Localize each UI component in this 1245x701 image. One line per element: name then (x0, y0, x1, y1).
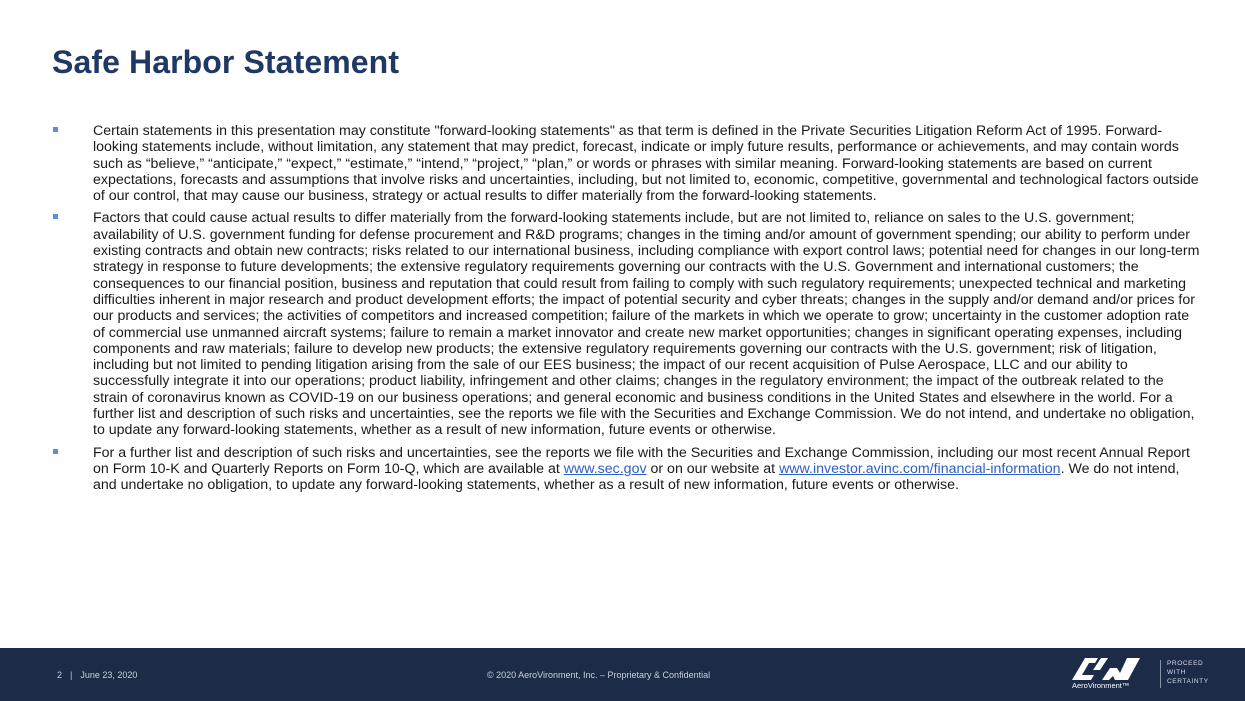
footer-separator: | (70, 670, 73, 680)
bullet-text: Factors that could cause actual results to differ materially from the forward-looking statements include, but are not limited to, reliance on sales to the U.S. government; availability of U.S. government funding for defense procurement and R&D programs; changes in the timing and/or amount of government spending; our ability to perform under existing contracts and obtain new contracts; risks related to our international business, including compliance with export control laws; potential need for changes in our long-term strategy in response to future developments; the extensive regulatory requirements governing our contracts with the U.S. Government and international customers; the consequences to our financial position, business and reputation that could result from failing to comply with such regulatory requirements; unexpected technical and marketing difficulties inherent in major research and product development efforts; the impact of potential security and cyber threats; changes in the supply and/or demand and/or prices for our products and services; the activities of competitors and increased competition; failure of the markets in which we operate to grow; uncertainty in the customer adoption rate of commercial use unmanned aircraft systems; failure to remain a market innovator and create new market opportunities; changes in significant operating expenses, including components and raw materials; failure to develop new products; the extensive regulatory requirements governing our contracts with the U.S. government; risk of litigation, including but not limited to pending litigation arising from the sale of our EES business; the impact of our recent acquisition of Pulse Aerospace, LLC and our ability to successfully integrate it into our operations; product liability, infringement and other claims; changes in the regulatory environment; the impact of the outbreak related to the strain of coronavirus known as COVID-19 on our business operations; and general economic and business conditions in the United States and elsewhere in the world. For a further list and description of such risks and uncertainties, see the reports we file with the Securities and Exchange Commission. We do not intend, and undertake no obligation, to update any forward-looking statements, whether as a result of new information, future events or otherwise. (93, 210, 1200, 439)
bullet-text: Certain statements in this presentation may constitute "forward-looking statements" as that term is defined in the Private Securities Litigation Reform Act of 1995. Forward-looking statements include, without limitation, any statement that may predict, forecast, indicate or imply future results, performance or achievements, and may contain words such as “believe,” “anticipate,” “expect,” “estimate,” “intend,” “project,” “plan,” or words or phrases with similar meaning. Forward-looking statements are based on current expectations, forecasts and assumptions that involve risks and uncertainties, including, but not limited to, economic, competitive, governmental and technological factors outside of our control, that may cause our business, strategy or actual results to differ materially from the forward-looking statements. (93, 123, 1199, 205)
tagline-line: PROCEED (1167, 660, 1204, 667)
investor-website-link[interactable]: www.investor.avinc.com/financial-information (779, 460, 1061, 477)
sec-gov-link[interactable]: www.sec.gov (563, 460, 647, 477)
footer-page-info (57, 670, 137, 680)
bullet-item-risk-factors (52, 210, 1202, 438)
square-bullet-icon (53, 449, 58, 454)
footer-tagline (1167, 659, 1209, 686)
footer-bar (0, 648, 1245, 701)
logo-wordmark (1072, 681, 1129, 690)
bullet-text-part: or on our website at (646, 460, 780, 477)
aerovironment-av-logo-icon (1068, 656, 1148, 694)
footer-copyright: © 2020 AeroVironment, Inc. – Proprietary & Confidential (487, 670, 711, 680)
bullet-item-further-reports (52, 445, 1202, 494)
footer-date: June 23, 2020 (80, 670, 138, 680)
bullet-text-part: For a further list and description of such risks and uncertainties, see the reports we file with the Securities and Exchange Commission, including our most recent Annual Report on Form 10-K and Quarterly Reports on Form 10-Q, which are available at (93, 444, 1190, 477)
tagline-line: CERTAINTY (1167, 678, 1209, 685)
square-bullet-icon (53, 127, 58, 132)
tagline-line: WITH (1167, 669, 1187, 676)
bullet-item-forward-looking-definition (52, 123, 1202, 204)
slide-title: Safe Harbor Statement (52, 44, 400, 80)
page-number: 2 (57, 670, 63, 680)
av-logo-mark-icon (1072, 658, 1140, 680)
logo-trademark: ™ (1121, 681, 1130, 690)
bullet-list (52, 123, 1202, 500)
logo-wordmark-text: AeroVironment (1072, 681, 1122, 690)
logo-divider (1160, 660, 1161, 688)
bullet-text-part: . We do not intend, and undertake no obligation, to update any forward-looking statements, whether as a result of new information, future events or otherwise. (93, 460, 1180, 494)
square-bullet-icon (53, 214, 58, 219)
